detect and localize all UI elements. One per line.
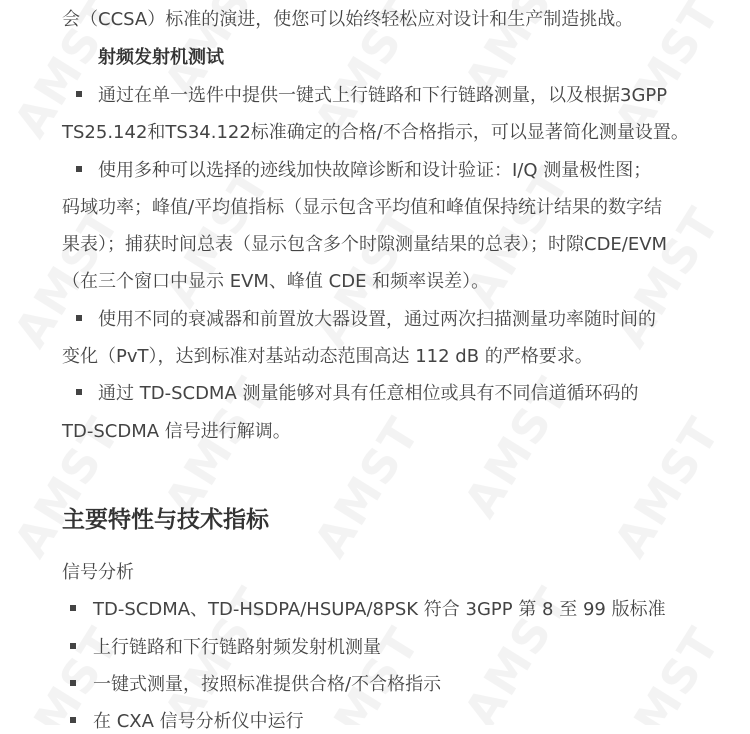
bullet-icon <box>76 91 82 97</box>
bullet-icon <box>76 315 82 321</box>
watermark-logo <box>303 407 430 566</box>
test-item-2-line-4: （在三个窗口中显示 EVM、峰值 CDE 和频率误差）。 <box>62 271 490 292</box>
bullet-icon <box>70 680 76 686</box>
test-item-3-line-1: 使用不同的衰减器和前置放大器设置，通过两次扫描测量功率随时间的 <box>62 308 656 332</box>
test-item-1-line-1: 通过在单一选件中提供一键式上行链路和下行链路测量，以及根据3GPP <box>62 84 667 108</box>
test-item-2-line-2: 码域功率；峰值/平均值指标（显示包含平均值和峰值保持统计结果的数字结 <box>62 197 663 218</box>
features-heading: 主要特性与技术指标 <box>62 507 269 533</box>
feature-item: 在 CXA 信号分析仪中运行 <box>62 710 304 734</box>
watermark-logo <box>3 617 130 725</box>
rf-transmitter-subheading: 射频发射机测试 <box>98 47 224 68</box>
watermark-logo <box>603 407 730 566</box>
test-item-2-line-1: 使用多种可以选择的迹线加快故障诊断和设计验证：I/Q 测量极性图； <box>62 159 651 183</box>
test-item-2-line-3: 果表）；捕获时间总表（显示包含多个时隙测量结果的总表）；时隙CDE/EVM <box>62 234 668 255</box>
bullet-icon <box>70 717 76 723</box>
intro-line: 会（CCSA）标准的演进，使您可以始终轻松应对设计和生产制造挑战。 <box>62 9 634 30</box>
test-item-1-line-2: TS25.142和TS34.122标准确定的合格/不合格指示，可以显著简化测量设置。 <box>62 122 689 143</box>
watermark-logo <box>303 617 430 725</box>
test-item-4-line-1: 通过 TD-SCDMA 测量能够对具有任意相位或具有不同信道循环码的 <box>62 382 639 406</box>
bullet-icon <box>70 643 76 649</box>
bullet-icon <box>76 166 82 172</box>
feature-item: 一键式测量，按照标准提供合格/不合格指示 <box>62 673 441 697</box>
bullet-icon <box>70 605 76 611</box>
signal-analysis-subheading: 信号分析 <box>62 562 134 583</box>
feature-item: 上行链路和下行链路射频发射机测量 <box>62 636 381 660</box>
feature-item: TD-SCDMA、TD-HSDPA/HSUPA/8PSK 符合 3GPP 第 8 至 99 版标准 <box>62 598 666 622</box>
test-item-3-line-2: 变化（PvT），达到标准对基站动态范围高达 112 dB 的严格要求。 <box>62 346 593 367</box>
watermark-logo <box>603 617 730 725</box>
test-item-4-line-2: TD-SCDMA 信号进行解调。 <box>62 421 291 442</box>
bullet-icon <box>76 389 82 395</box>
watermark-logo <box>603 197 730 356</box>
